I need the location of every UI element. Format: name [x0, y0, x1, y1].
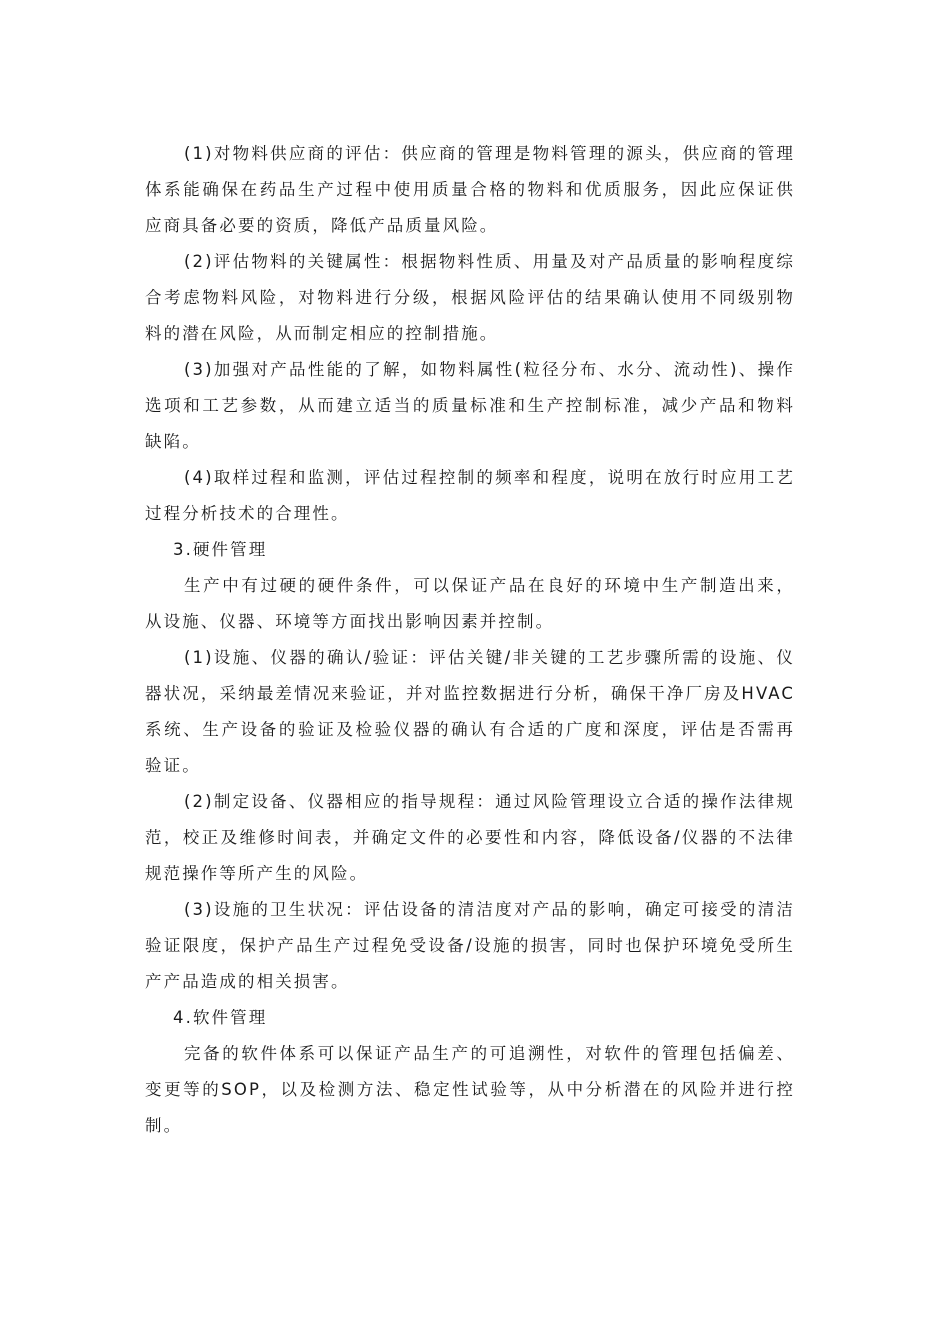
para-sampling-monitoring: (4)取样过程和监测，评估过程控制的频率和程度，说明在放行时应用工艺过程分析技术的合理性。 — [145, 468, 795, 523]
para-facility-hygiene: (3)设施的卫生状况：评估设备的清洁度对产品的影响，确定可接受的清洁验证限度，保护产品生产过程免受设备/设施的损害，同时也保护环境免受所生产产品造成的相关损害。 — [145, 900, 795, 991]
heading-hardware-management: 3.硬件管理 — [173, 540, 268, 559]
para-material-attributes: (2)评估物料的关键属性：根据物料性质、用量及对产品质量的影响程度综合考虑物料风险，对物料进行分级，根据风险评估的结果确认使用不同级别物料的潜在风险，从而制定相应的控制措施。 — [145, 252, 795, 343]
para-product-performance: (3)加强对产品性能的了解，如物料属性(粒径分布、水分、流动性)、操作选项和工艺参数，从而建立适当的质量标准和生产控制标准，减少产品和物料缺陷。 — [145, 360, 795, 451]
para-facility-validation: (1)设施、仪器的确认/验证：评估关键/非关键的工艺步骤所需的设施、仪器状况，采纳最差情况来验证，并对监控数据进行分析，确保干净厂房及HVAC系统、生产设备的验证及检验仪器的确认有合适的广度和深度，评估是否需再验证。 — [145, 648, 795, 775]
para-equipment-procedures: (2)制定设备、仪器相应的指导规程：通过风险管理设立合适的操作法律规范，校正及维修时间表，并确定文件的必要性和内容，降低设备/仪器的不法律规范操作等所产生的风险。 — [145, 792, 795, 883]
para-supplier-evaluation: (1)对物料供应商的评估：供应商的管理是物料管理的源头，供应商的管理体系能确保在药品生产过程中使用质量合格的物料和优质服务，因此应保证供应商具备必要的资质，降低产品质量风险。 — [145, 144, 795, 235]
para-software-intro: 完备的软件体系可以保证产品生产的可追溯性，对软件的管理包括偏差、变更等的SOP，以及检测方法、稳定性试验等，从中分析潜在的风险并进行控制。 — [145, 1044, 795, 1135]
para-hardware-intro: 生产中有过硬的硬件条件，可以保证产品在良好的环境中生产制造出来，从设施、仪器、环境等方面找出影响因素并控制。 — [145, 576, 795, 631]
heading-software-management: 4.软件管理 — [173, 1008, 268, 1027]
document-body — [145, 136, 795, 1144]
